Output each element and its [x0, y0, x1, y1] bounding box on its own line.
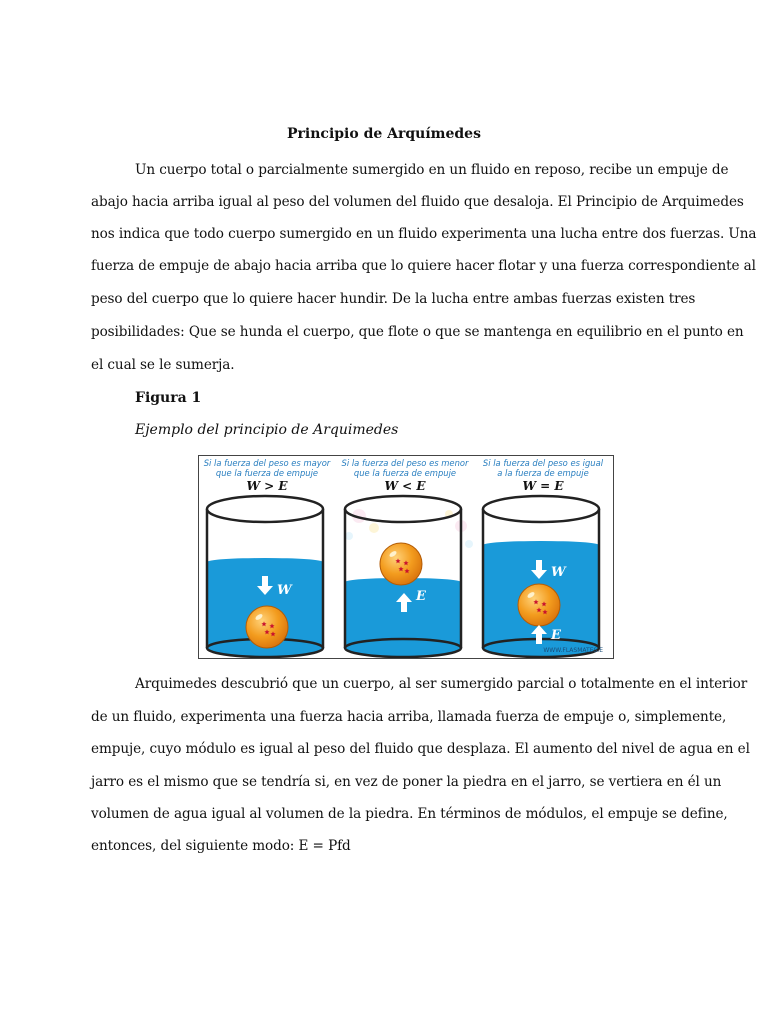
beaker-1 — [207, 496, 323, 657]
paragraph-line: abajo hacia arriba igual al peso del volumen del fluido que desaloja. El Principio de Arquimedes — [91, 194, 744, 210]
panel-caption-line: que la fuerza de empuje — [215, 467, 319, 478]
panel-2-caption — [337, 459, 473, 478]
figure-caption: Ejemplo del principio de Arquimedes — [135, 422, 399, 438]
document-title: Principio de Arquímedes — [287, 126, 481, 142]
panel-1-caption — [199, 459, 335, 478]
paragraph-line: jarro es el mismo que se tendría si, en vez de poner la piedra en el jarro, se vertiera en él un — [91, 774, 722, 790]
archimedes-figure — [198, 455, 614, 659]
weight-label: W — [277, 583, 292, 598]
panel-caption-line: Si la fuerza del peso es mayor — [203, 458, 331, 468]
figure-label: Figura 1 — [135, 390, 202, 406]
paragraph-line: Un cuerpo total o parcialmente sumergido en un fluido en reposo, recibe un empuje de — [135, 162, 729, 178]
paragraph-line: entonces, del siguiente modo: E = Pfd — [91, 838, 351, 854]
panel-2-relation: W < E — [384, 479, 426, 493]
beaker-3 — [483, 496, 599, 657]
paragraph-line: nos indica que todo cuerpo sumergido en un fluido experimenta una lucha entre dos fuerzas. Una — [91, 226, 757, 242]
paragraph-line: peso del cuerpo que lo quiere hacer hundir. De la lucha entre ambas fuerzas existen tres — [91, 291, 696, 307]
weight-label: W — [551, 565, 566, 580]
paragraph-line: empuje, cuyo módulo es igual al peso del fluido que desplaza. El aumento del nivel de agua en el — [91, 741, 750, 757]
panel-caption-line: a la fuerza de empuje — [497, 467, 589, 478]
panel-caption-line: que la fuerza de empuje — [353, 467, 457, 478]
panel-caption-line: Si la fuerza del peso es menor — [341, 458, 469, 468]
buoyancy-label: E — [416, 589, 426, 604]
panel-1-relation: W > E — [246, 479, 288, 493]
paragraph-line: de un fluido, experimenta una fuerza hacia arriba, llamada fuerza de empuje o, simplemente, — [91, 709, 727, 725]
paragraph-line: fuerza de empuje de abajo hacia arriba que lo quiere hacer flotar y una fuerza correspondiente al — [91, 258, 756, 274]
panel-3-relation: W = E — [522, 479, 564, 493]
paragraph-line: posibilidades: Que se hunda el cuerpo, que flote o que se mantenga en equilibrio en el punto en — [91, 324, 744, 340]
paragraph-line: el cual se le sumerja. — [91, 357, 235, 373]
watermark: WWW.FLASMATES.E — [543, 647, 603, 654]
paragraph-line: volumen de agua igual al volumen de la piedra. En términos de módulos, el empuje se define, — [91, 806, 728, 822]
paragraph-line: Arquimedes descubrió que un cuerpo, al ser sumergido parcial o totalmente en el interior — [135, 676, 748, 692]
panel-caption-line: Si la fuerza del peso es igual — [482, 458, 604, 468]
panel-3-caption — [475, 459, 611, 478]
buoyancy-label: E — [551, 628, 561, 643]
